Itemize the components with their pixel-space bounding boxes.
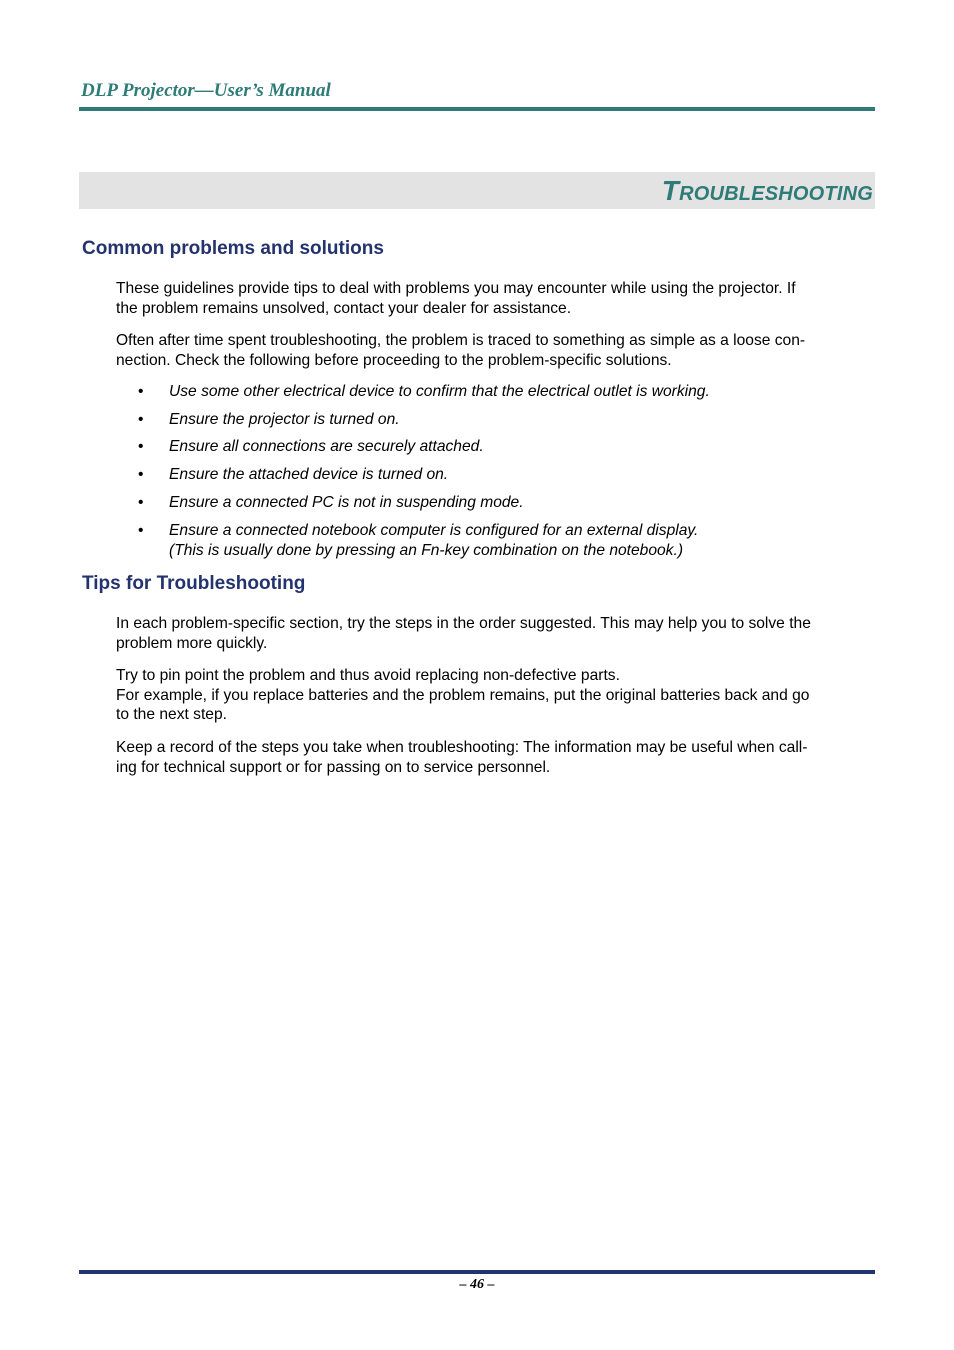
paragraph-loose-connection: [116, 331, 876, 370]
paragraph-line: to the next step.: [116, 706, 227, 723]
paragraph-line: ing for technical support or for passing on to service personnel.: [116, 758, 551, 776]
paragraph-pin-point: [116, 666, 876, 725]
paragraph-guidelines: [116, 279, 876, 318]
paragraph-line: For example, if you replace batteries and the problem remains, put the original batteries back and go: [116, 686, 810, 704]
bullet-text: Ensure a connected PC is not in suspending mode.: [169, 494, 524, 511]
paragraph-line: Often after time spent troubleshooting, the problem is traced to something as simple as a loose con-: [116, 332, 806, 349]
paragraph-line: Try to pin point the problem and thus avoid replacing non-defective parts.: [116, 667, 620, 684]
bullet-text: Ensure all connections are securely attached.: [169, 438, 484, 455]
paragraph-line: problem more quickly.: [116, 634, 268, 652]
running-header-title: DLP Projector—User’s Manual: [81, 80, 331, 101]
bullet-marker: •: [138, 494, 144, 511]
section-heading-tips: Tips for Troubleshooting: [82, 573, 306, 594]
paragraph-line: nection. Check the following before proceeding to the problem-specific solutions.: [116, 351, 672, 369]
header-rule: [79, 107, 875, 111]
bullet-marker: •: [138, 438, 144, 455]
bullet-marker: •: [138, 383, 144, 400]
bullet-text: Ensure the projector is turned on.: [169, 411, 400, 428]
footer-rule: [79, 1270, 875, 1274]
bullet-text: (This is usually done by pressing an Fn-key combination on the notebook.): [169, 541, 684, 559]
chapter-title-band: [79, 172, 875, 209]
bullet-marker: •: [138, 411, 144, 428]
bullet-text: Use some other electrical device to confirm that the electrical outlet is working.: [169, 383, 710, 400]
paragraph-order-suggested: [116, 614, 876, 653]
bullet-text: Ensure the attached device is turned on.: [169, 466, 449, 483]
section-heading-common-problems: Common problems and solutions: [82, 238, 384, 259]
paragraph-line: Keep a record of the steps you take when troubleshooting: The information may be useful when call-: [116, 739, 808, 756]
paragraph-line: the problem remains unsolved, contact your dealer for assistance.: [116, 299, 572, 317]
bullet-marker: •: [138, 466, 144, 483]
bullet-text: Ensure a connected notebook computer is configured for an external display.: [169, 522, 699, 539]
paragraph-keep-record: [116, 738, 876, 777]
page-number: – 46 –: [459, 1277, 495, 1292]
chapter-title: Troubleshooting: [661, 175, 873, 206]
paragraph-line: In each problem-specific section, try the steps in the order suggested. This may help you to solve the: [116, 615, 811, 632]
paragraph-line: These guidelines provide tips to deal with problems you may encounter while using the projector. If: [116, 280, 796, 297]
bullet-marker: •: [138, 522, 144, 539]
